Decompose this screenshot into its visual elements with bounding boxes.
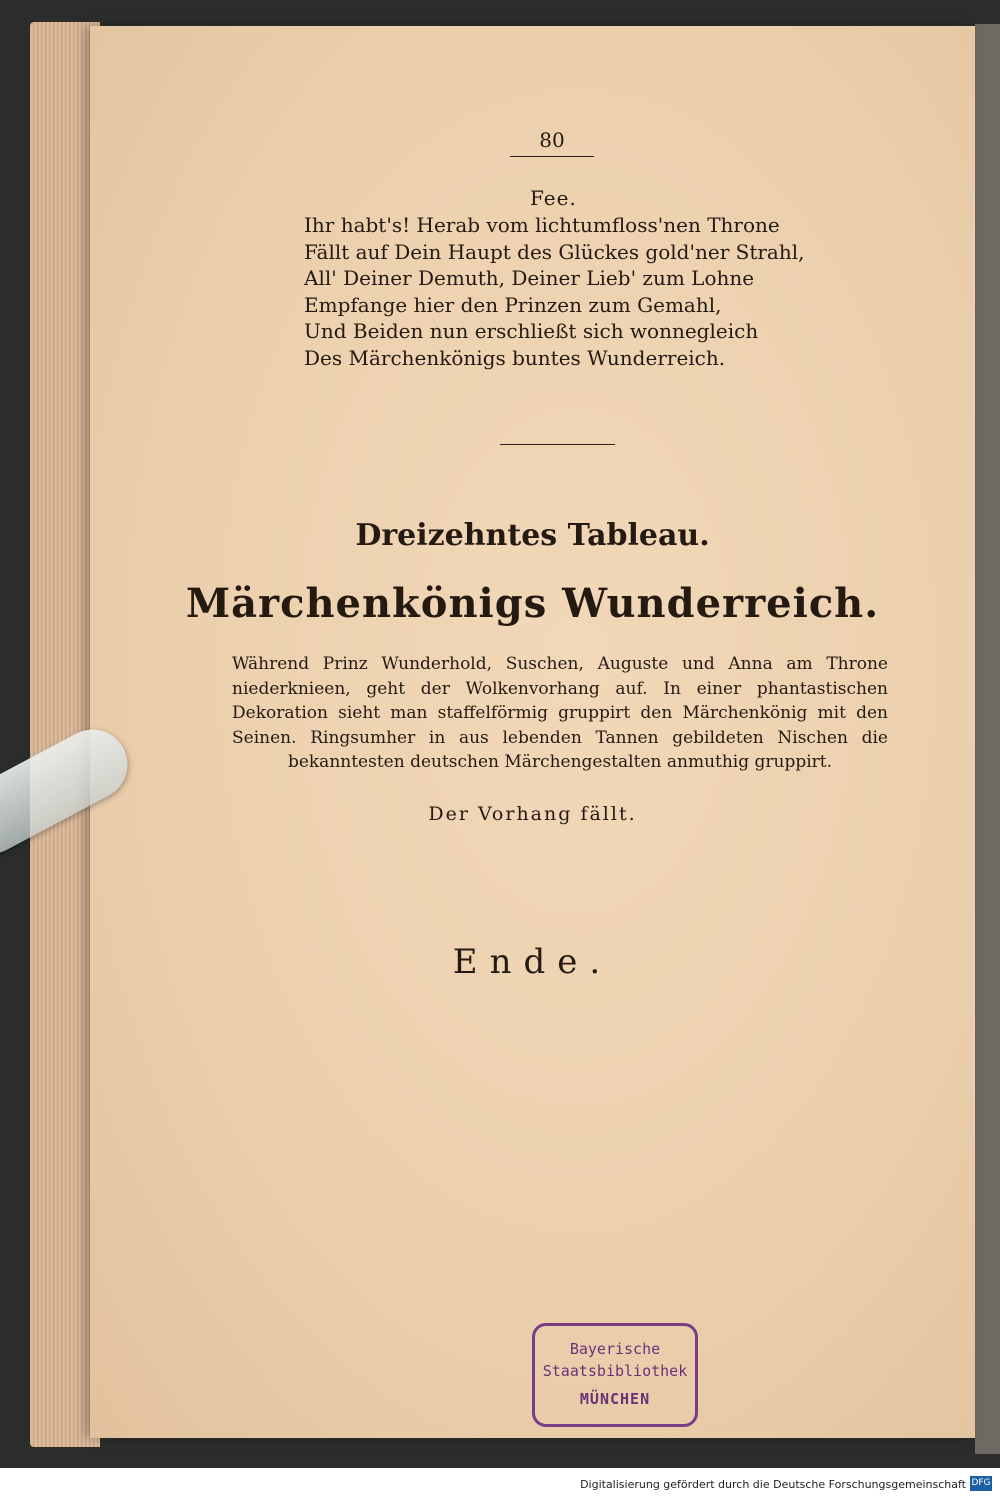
header-rule bbox=[510, 156, 594, 157]
stamp-line-1: Bayerische bbox=[569, 1340, 661, 1358]
tableau-heading: Dreizehntes Tableau. bbox=[355, 518, 710, 553]
verse-block bbox=[304, 212, 804, 371]
speaker-name: Fee. bbox=[530, 186, 577, 210]
stamp-line-2: Staatsbibliothek bbox=[542, 1362, 688, 1380]
verse-line: Empfange hier den Prinzen zum Gemahl, bbox=[304, 292, 722, 317]
dfg-logo-icon: DFG bbox=[970, 1476, 992, 1491]
tableau-title: Märchenkönigs Wunderreich. bbox=[185, 580, 880, 627]
verse-line: All' Deiner Demuth, Deiner Lieb' zum Lohne bbox=[304, 266, 755, 290]
section-divider bbox=[500, 444, 615, 445]
stage-direction: Während Prinz Wunderhold, Suschen, Auguste und Anna am Throne niederknieen, geht der Wolkenvorhang auf. In einer phantastischen Dekoration sieht man staffelförmig gruppirt den Märchenkönig mit den Seinen. Ringsumher in aus lebenden Tannen gebildeten Nischen die bekanntesten deutschen Märchengestalten anmuthig gruppirt. bbox=[232, 654, 888, 772]
verse-line: Fällt auf Dein Haupt des Glückes gold'ner Strahl, bbox=[304, 239, 805, 264]
end-marker: Ende. bbox=[452, 942, 613, 982]
scan-background bbox=[975, 24, 1000, 1454]
verse-line: Ihr habt's! Herab vom lichtumfloss'nen Throne bbox=[304, 213, 780, 237]
verse-line: Des Märchenkönigs buntes Wunderreich. bbox=[304, 345, 726, 370]
curtain-falls: Der Vorhang fällt. bbox=[428, 803, 637, 825]
funding-note: Digitalisierung gefördert durch die Deutsche Forschungsgemeinschaft bbox=[580, 1478, 966, 1491]
verse-line: Und Beiden nun erschließt sich wonnegleich bbox=[304, 319, 759, 343]
library-stamp bbox=[532, 1323, 698, 1427]
page-number: 80 bbox=[539, 128, 565, 152]
stamp-line-3: MÜNCHEN bbox=[579, 1390, 651, 1408]
